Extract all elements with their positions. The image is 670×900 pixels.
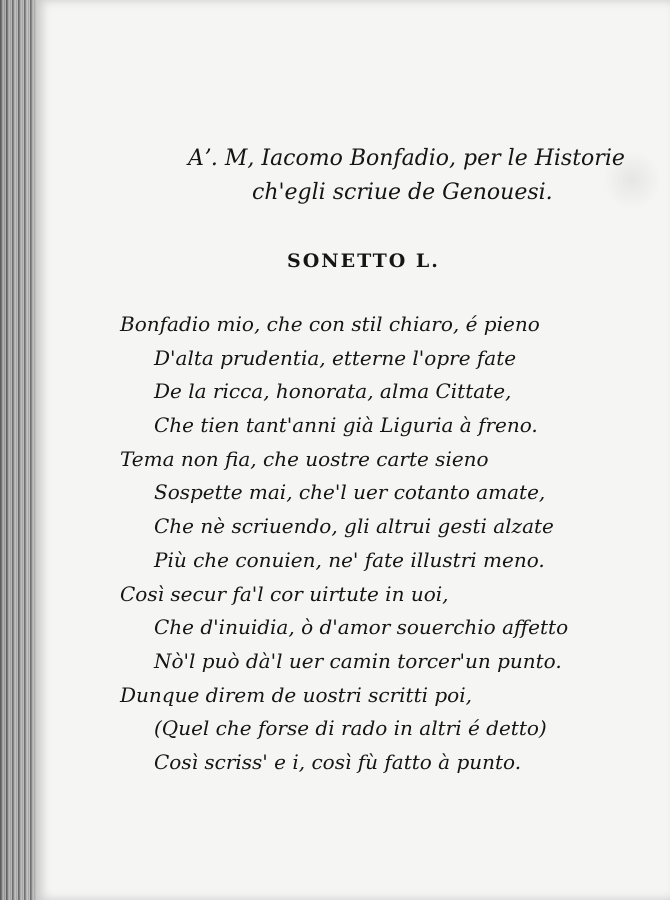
poem-line: Che tien tant'anni già Liguria à freno.	[154, 413, 538, 438]
poem-line: Che nè scriuendo, gli altrui gesti alzate	[154, 514, 554, 539]
dedication-heading	[188, 142, 628, 210]
poem-line: Tema non fia, che uostre carte sieno	[120, 446, 489, 471]
poem-line: Più che conuien, ne' fate illustri meno.	[154, 547, 545, 572]
poem-line: Che d'inuidia, ò d'amor souerchio affetto	[154, 615, 569, 640]
poem-line: Sospette mai, che'l uer cotanto amate,	[154, 480, 546, 505]
poem-line: (Quel che forse di rado in altri é detto)	[154, 716, 547, 741]
poem-line: Dunque direm de uostri scritti poi,	[120, 682, 472, 707]
sonnet-body	[120, 308, 640, 780]
poem-line: Così scriss' e i, così fù fatto à punto.	[154, 749, 522, 774]
poem-line: Nò'l può dà'l uer camin torcer'un punto.	[154, 648, 562, 673]
poem-line: D'alta prudentia, etterne l'opre fate	[154, 345, 517, 370]
poem-line: Così secur fa'l cor uirtute in uoi,	[120, 581, 449, 606]
sonnet-title: SONETTO L.	[287, 250, 440, 272]
poem-line: Bonfadio mio, che con stil chiaro, é pieno	[120, 312, 540, 336]
page-edges	[0, 0, 36, 900]
dedication-heading-line1: Aʼ. M, Iacomo Bonfadio, per le Historie	[188, 146, 625, 171]
dedication-heading-line2: ch'egli scriue de Genouesi.	[252, 180, 553, 205]
poem-line: De la ricca, honorata, alma Cittate,	[154, 379, 512, 404]
